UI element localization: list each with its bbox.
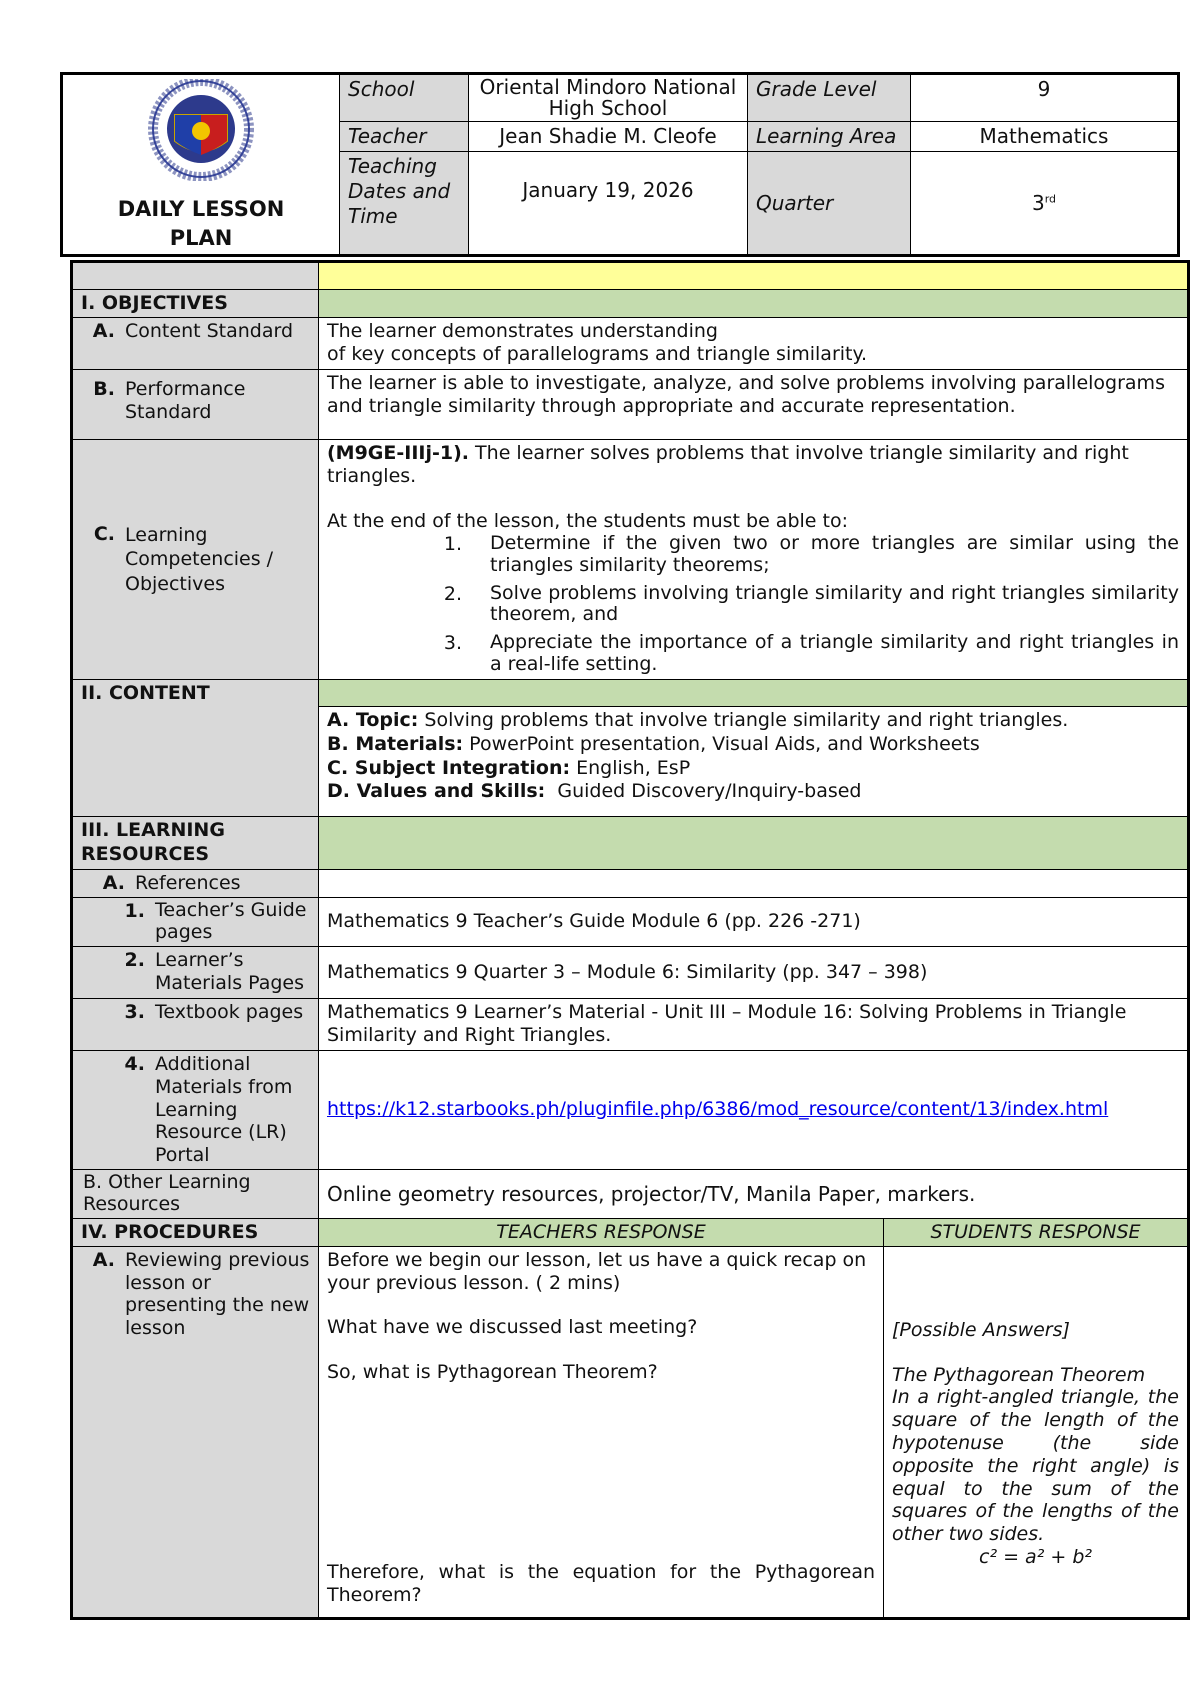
grade-label: Grade Level bbox=[748, 74, 911, 122]
list-item bbox=[327, 583, 1179, 627]
blank-label-cell bbox=[72, 262, 319, 290]
teacher-value: Jean Shadie M. Cleofe bbox=[469, 122, 748, 152]
dates-value: January 19, 2026 bbox=[469, 152, 748, 256]
dates-label: Teaching Dates and Time bbox=[340, 152, 469, 256]
list-item-number: 3. bbox=[443, 632, 462, 655]
textbook-label bbox=[72, 999, 319, 1051]
blank-yellow-cell bbox=[319, 262, 1189, 290]
title-line-1: DAILY LESSON bbox=[117, 197, 285, 221]
grade-value: 9 bbox=[911, 74, 1179, 122]
integration-value: English, EsP bbox=[570, 756, 691, 779]
resources-heading-row bbox=[72, 817, 1189, 870]
lr-portal-label bbox=[72, 1051, 319, 1170]
learners-materials-label bbox=[72, 946, 319, 999]
performance-standard-value: The learner is able to investigate, analyze, and solve problems involving parallelograms and triangle similarity through appropriate and accurate representation. bbox=[319, 370, 1189, 440]
references-key: A. bbox=[102, 871, 125, 894]
learners-materials-key: 2. bbox=[124, 948, 145, 971]
logo-title-cell bbox=[62, 74, 340, 256]
lr-portal-row bbox=[72, 1051, 1189, 1170]
content-standard-label bbox=[72, 318, 319, 370]
topic-label: A. Topic: bbox=[327, 709, 419, 732]
deped-seal-logo bbox=[145, 79, 257, 181]
lr-portal-key: 4. bbox=[124, 1053, 145, 1076]
performance-standard-label bbox=[72, 370, 319, 440]
header-table bbox=[60, 72, 1180, 257]
content-standard-value bbox=[319, 318, 1189, 370]
references-value bbox=[319, 869, 1189, 897]
teachers-guide-row bbox=[72, 897, 1189, 946]
resources-heading-fill bbox=[319, 817, 1189, 870]
values-label: D. Values and Skills: bbox=[327, 780, 546, 803]
competencies-text: Learning Competencies / Objectives bbox=[125, 523, 274, 596]
content-standard-key: A. bbox=[92, 320, 115, 343]
content-standard-line-1: The learner demonstrates understanding bbox=[327, 320, 718, 343]
teacher-response-4: Therefore, what is the equation for the Pythagorean Theorem? bbox=[327, 1560, 875, 1606]
learners-materials-text: Learner’s Materials Pages bbox=[155, 948, 305, 995]
textbook-value: Mathematics 9 Learner’s Material - Unit III – Module 16: Solving Problems in Triangle Similarity and Right Triangles. bbox=[319, 999, 1189, 1051]
learners-materials-value: Mathematics 9 Quarter 3 – Module 6: Similarity (pp. 347 – 398) bbox=[319, 946, 1189, 999]
quarter-value bbox=[911, 152, 1179, 256]
materials-value: PowerPoint presentation, Visual Aids, and Worksheets bbox=[463, 732, 980, 755]
lr-portal-value bbox=[319, 1051, 1189, 1170]
content-heading-row bbox=[72, 680, 1189, 707]
content-standard-line-2: of key concepts of parallelograms and triangle similarity. bbox=[327, 343, 868, 366]
objectives-list bbox=[327, 533, 1179, 676]
area-label: Learning Area bbox=[748, 122, 911, 152]
references-row bbox=[72, 869, 1189, 897]
other-resources-value: Online geometry resources, projector/TV, Manila Paper, markers. bbox=[319, 1170, 1189, 1219]
list-item-number: 1. bbox=[443, 532, 462, 555]
teachers-guide-value: Mathematics 9 Teacher’s Guide Module 6 (pp. 226 -271) bbox=[319, 897, 1189, 946]
blank-row bbox=[72, 262, 1189, 290]
teachers-guide-key: 1. bbox=[124, 899, 145, 922]
lesson-plan-table bbox=[70, 260, 1190, 1620]
student-response-header: STUDENTS RESPONSE bbox=[884, 1218, 1189, 1246]
list-item-text: Appreciate the importance of a triangle similarity and right triangles in a real-life setting. bbox=[490, 631, 1179, 676]
materials-label: B. Materials: bbox=[327, 732, 464, 755]
teacher-response-cell bbox=[319, 1246, 884, 1618]
competencies-label bbox=[72, 440, 319, 680]
content-standard-row bbox=[72, 318, 1189, 370]
school-label: School bbox=[340, 74, 469, 122]
procedure-step-label bbox=[72, 1246, 319, 1618]
objectives-intro: At the end of the lesson, the students must be able to: bbox=[327, 509, 848, 532]
competency-code: (M9GE-IIIj-1). bbox=[327, 442, 469, 465]
content-standard-text: Content Standard bbox=[125, 320, 294, 343]
student-response-cell bbox=[884, 1246, 1189, 1618]
procedure-step-text: Reviewing previous lesson or presenting the new lesson bbox=[125, 1248, 310, 1340]
content-heading-fill bbox=[319, 680, 1189, 707]
textbook-row bbox=[72, 999, 1189, 1051]
teachers-guide-label bbox=[72, 897, 319, 946]
learners-materials-row bbox=[72, 946, 1189, 999]
resources-heading: III. LEARNING RESOURCES bbox=[72, 817, 319, 870]
student-response-3: In a right-angled triangle, the square of the length of the hypotenuse (the side opposite the right angle) is equal to the sum of the squares of the lengths of the other two sides. bbox=[892, 1386, 1179, 1546]
integration-label: C. Subject Integration: bbox=[327, 756, 571, 779]
teacher-response-2: What have we discussed last meeting? bbox=[327, 1316, 698, 1339]
competencies-row bbox=[72, 440, 1189, 680]
other-resources-row bbox=[72, 1170, 1189, 1219]
references-label bbox=[72, 869, 319, 897]
teacher-response-1: Before we begin our lesson, let us have a quick recap on your previous lesson. ( 2 mins) bbox=[327, 1248, 867, 1294]
student-response-4: c² = a² + b² bbox=[979, 1546, 1092, 1569]
procedures-heading-row bbox=[72, 1218, 1189, 1246]
list-item bbox=[327, 632, 1179, 676]
student-response-1: [Possible Answers] bbox=[892, 1318, 1070, 1341]
teacher-response-3: So, what is Pythagorean Theorem? bbox=[327, 1361, 658, 1384]
procedures-heading: IV. PROCEDURES bbox=[72, 1218, 319, 1246]
content-heading: II. CONTENT bbox=[72, 680, 319, 817]
procedure-row-a bbox=[72, 1246, 1189, 1618]
procedure-step-key: A. bbox=[92, 1248, 115, 1271]
textbook-key: 3. bbox=[124, 1001, 145, 1024]
lr-portal-link[interactable]: https://k12.starbooks.ph/pluginfile.php/6386/mod_resource/content/13/index.html bbox=[327, 1098, 1109, 1121]
competencies-value bbox=[319, 440, 1189, 680]
teacher-label: Teacher bbox=[340, 122, 469, 152]
area-value: Mathematics bbox=[911, 122, 1179, 152]
quarter-label: Quarter bbox=[748, 152, 911, 256]
objectives-heading: I. OBJECTIVES bbox=[72, 290, 319, 318]
performance-standard-key: B. bbox=[93, 378, 115, 401]
textbook-text: Textbook pages bbox=[155, 1001, 304, 1024]
page-title bbox=[63, 195, 339, 254]
references-text: References bbox=[135, 871, 241, 894]
competencies-key: C. bbox=[93, 522, 115, 545]
teachers-guide-text: Teacher’s Guide pages bbox=[155, 898, 307, 943]
other-resources-label: B. Other Learning Resources bbox=[72, 1170, 319, 1219]
lr-portal-text: Additional Materials from Learning Resource (LR) Portal bbox=[155, 1053, 293, 1167]
content-details bbox=[319, 707, 1189, 817]
student-response-2: The Pythagorean Theorem bbox=[892, 1363, 1146, 1386]
values-value: Guided Discovery/Inquiry-based bbox=[545, 780, 862, 803]
objectives-heading-row bbox=[72, 290, 1189, 318]
list-item-text: Determine if the given two or more triangles are similar using the triangles similarity theorems; bbox=[490, 531, 1179, 576]
performance-standard-row bbox=[72, 370, 1189, 440]
list-item bbox=[327, 533, 1179, 577]
title-line-2: PLAN bbox=[169, 226, 233, 251]
quarter-suffix: rd bbox=[1044, 192, 1057, 206]
competency-text: The learner solves problems that involve triangle similarity and right triangles. bbox=[327, 442, 1129, 487]
school-value: Oriental Mindoro National High School bbox=[469, 74, 748, 122]
performance-standard-text: Performance Standard bbox=[125, 378, 246, 424]
teacher-response-header: TEACHERS RESPONSE bbox=[319, 1218, 884, 1246]
topic-value: Solving problems that involve triangle similarity and right triangles. bbox=[418, 709, 1069, 732]
list-item-number: 2. bbox=[443, 582, 462, 605]
objectives-heading-fill bbox=[319, 290, 1189, 318]
list-item-text: Solve problems involving triangle similarity and right triangles similarity theorem, and bbox=[490, 581, 1179, 626]
quarter-number: 3 bbox=[1031, 190, 1045, 215]
